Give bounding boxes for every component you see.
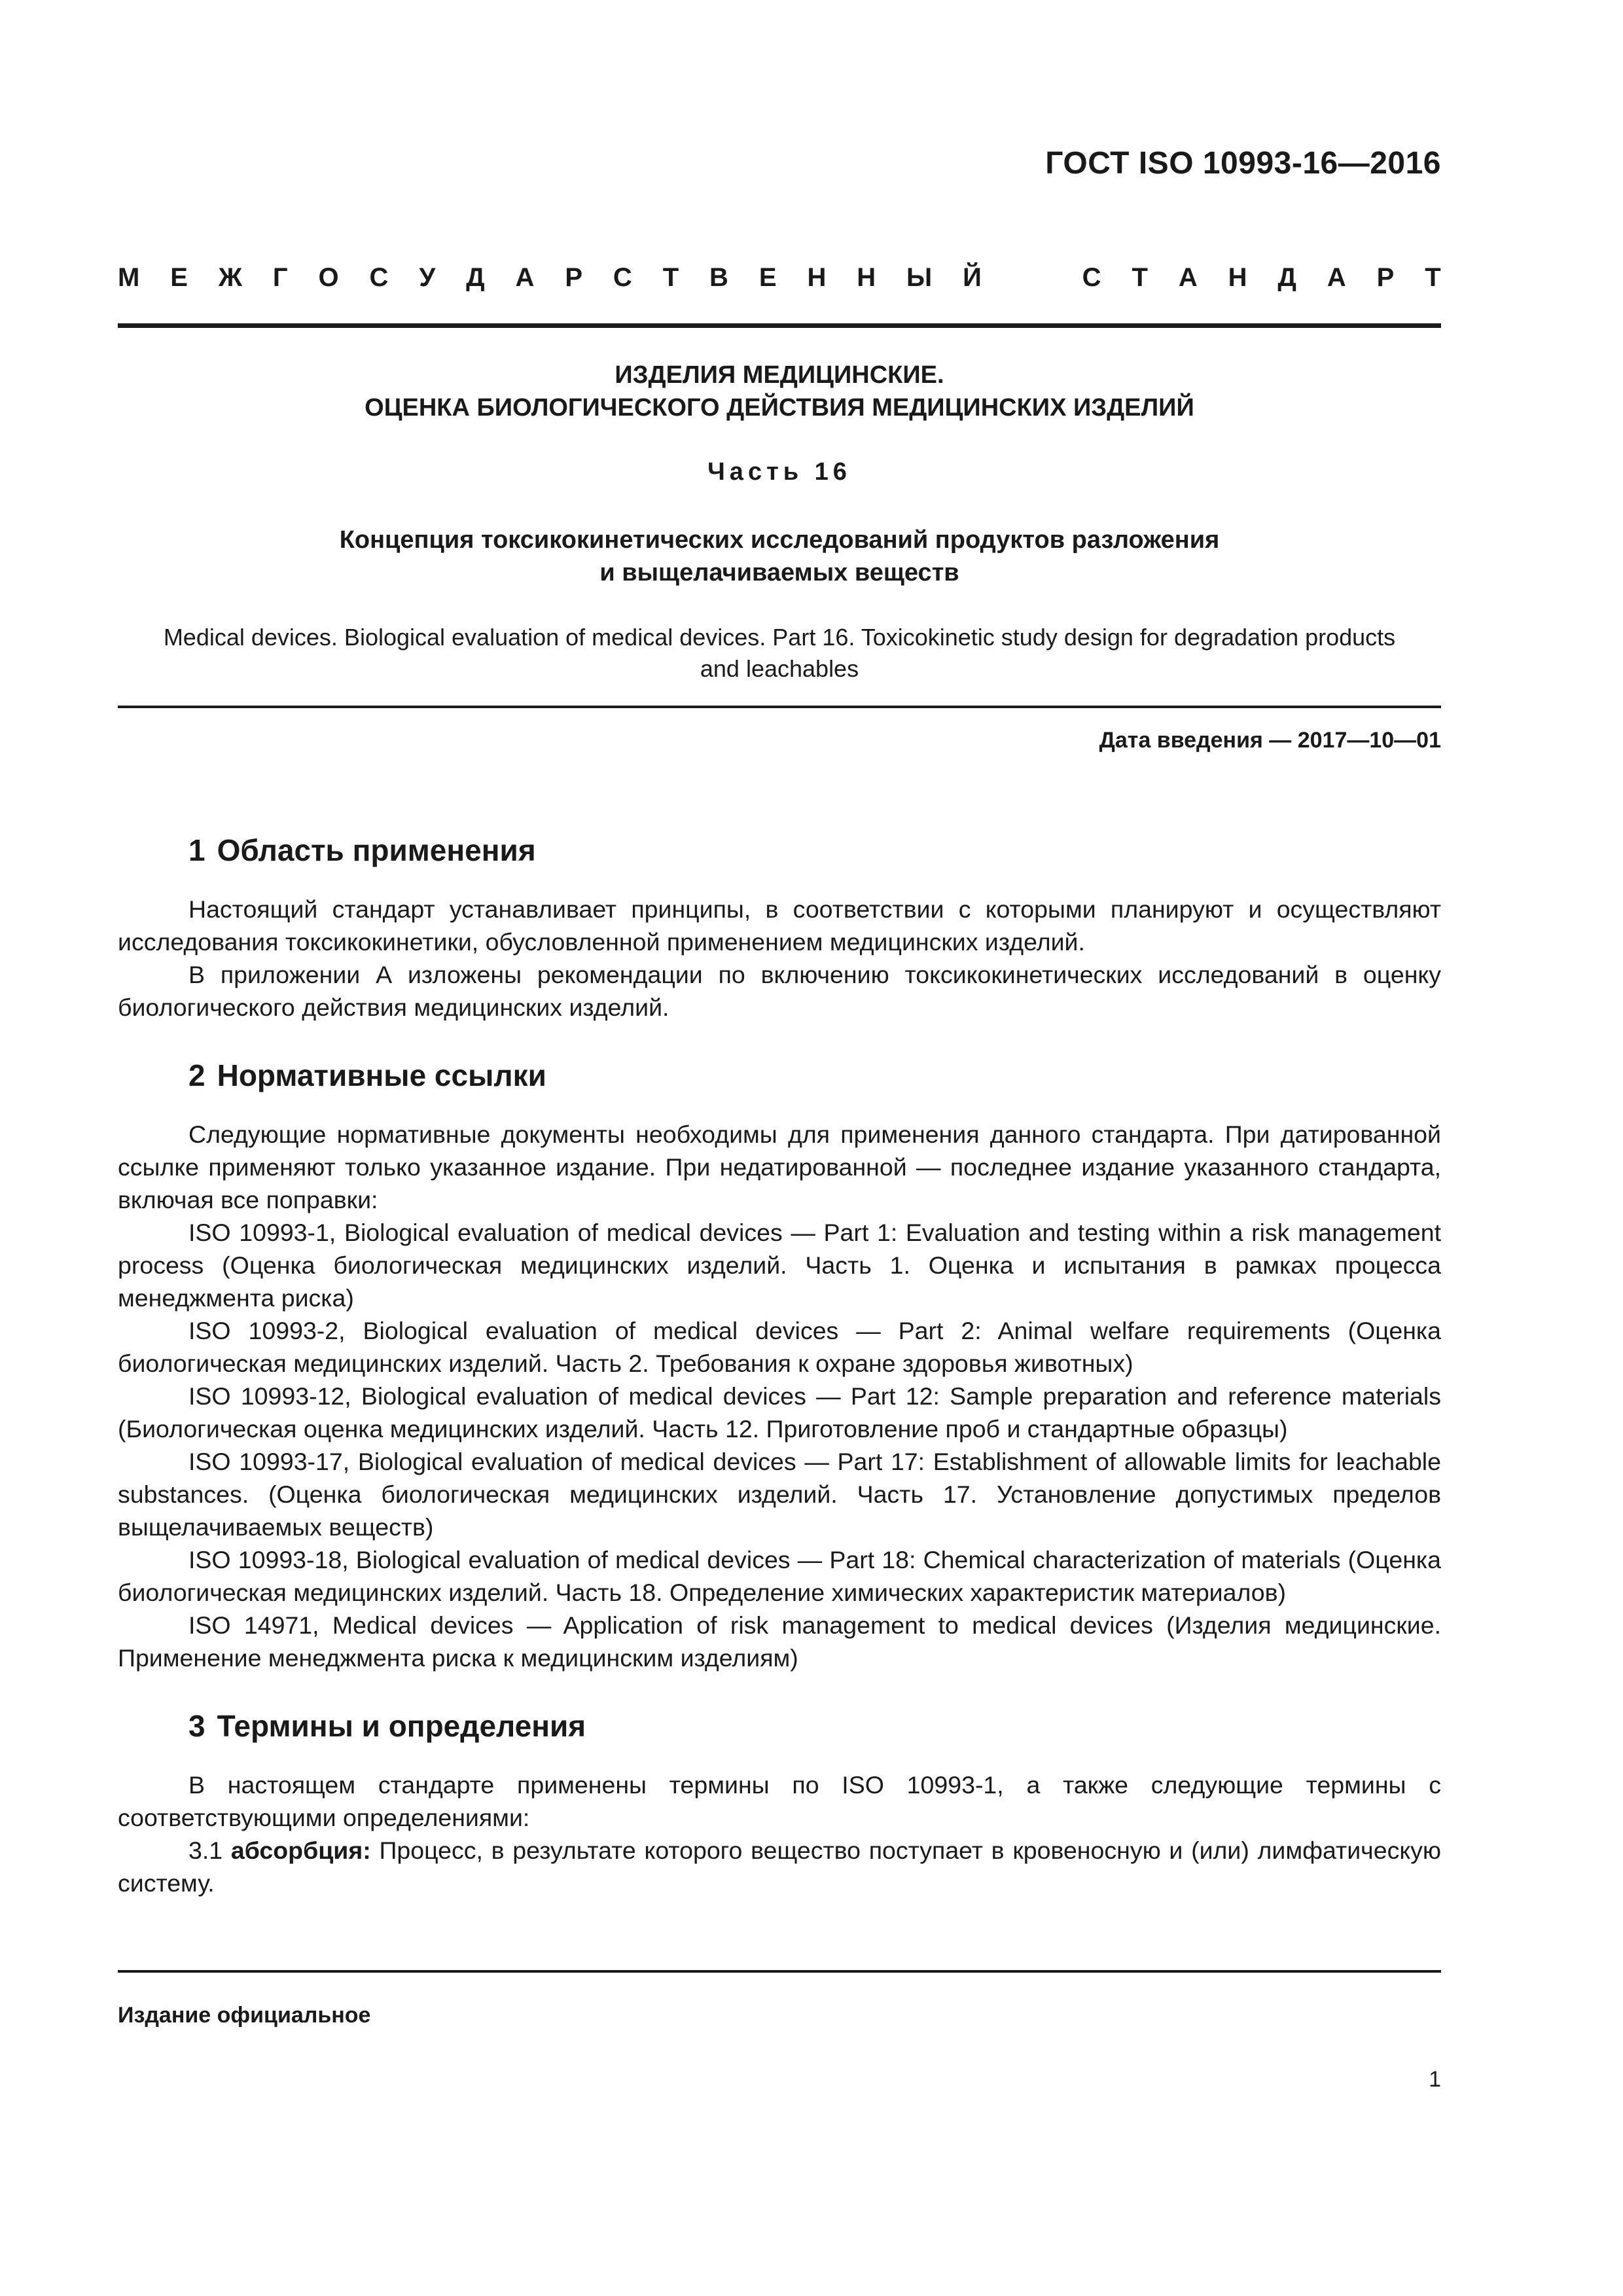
title-rule xyxy=(118,706,1441,708)
section-title: Нормативные ссылки xyxy=(217,1058,546,1092)
section-3-heading xyxy=(188,1707,1441,1745)
section-number: 1 xyxy=(188,833,205,867)
section-title: Область применения xyxy=(217,833,536,867)
document-body xyxy=(118,831,1441,1899)
heading-letter: Й xyxy=(963,263,982,292)
document-title xyxy=(118,359,1441,424)
heading-letter: Е xyxy=(758,263,777,292)
heading-letter: С xyxy=(613,263,632,292)
heading-letter: Р xyxy=(1376,263,1395,292)
reference-item: ISO 10993-1, Biological evaluation of medical devices — Part 1: Evaluation and testing within a risk management process (Оценка биологическая медицинских изделий. Часть 1. Оценка и испытания в рамках процесса менеджмента риска) xyxy=(118,1219,1441,1312)
heading-letter: Д xyxy=(1277,263,1296,292)
title-line: ИЗДЕЛИЯ МЕДИЦИНСКИЕ. xyxy=(615,361,944,389)
paragraph: Настоящий стандарт устанавливает принципы, в соответствии с которыми планируют и осуществляют исследования токсикокинетики, обусловленной применением медицинских изделий. xyxy=(118,895,1441,956)
document-subtitle xyxy=(118,524,1441,589)
page-number: 1 xyxy=(1429,2067,1441,2092)
heading-letter: Т xyxy=(1425,263,1441,292)
part-label: Часть 16 xyxy=(707,458,851,486)
section-title: Термины и определения xyxy=(217,1709,586,1743)
heading-letter: Е xyxy=(170,263,188,292)
term-number: 3.1 xyxy=(188,1837,223,1864)
heading-letter: Г xyxy=(272,263,288,292)
heading-letter: Н xyxy=(807,263,827,292)
footer-rule xyxy=(118,1970,1441,1973)
subtitle-line: и выщелачиваемых веществ xyxy=(599,559,959,586)
heading-letter: С xyxy=(369,263,389,292)
word-gap xyxy=(1012,263,1052,293)
heading-letter: Т xyxy=(1132,263,1148,292)
heading-letter: Р xyxy=(565,263,582,292)
paragraph: В приложении А изложены рекомендации по включению токсикокинетических исследований в оценку биологического действия медицинских изделий. xyxy=(118,961,1441,1021)
heading-letter: А xyxy=(1327,263,1346,292)
official-edition-label: Издание официальное xyxy=(118,2003,371,2028)
heading-letter: В xyxy=(709,263,728,292)
term: абсорбция: xyxy=(230,1837,371,1864)
heading-letter: А xyxy=(1178,263,1198,292)
heading-letter: М xyxy=(118,263,140,292)
header-rule xyxy=(118,323,1441,328)
heading-letter: У xyxy=(419,263,436,292)
title-line: ОЦЕНКА БИОЛОГИЧЕСКОГО ДЕЙСТВИЯ МЕДИЦИНСКИХ ИЗДЕЛИЙ xyxy=(365,394,1194,422)
introduction-date: Дата введения — 2017—10—01 xyxy=(1099,728,1441,753)
term-definition xyxy=(118,1834,1441,1899)
interstate-standard-heading xyxy=(118,263,1441,293)
subtitle-line: Концепция токсикокинетических исследований продуктов разложения xyxy=(339,526,1220,554)
section-2-heading xyxy=(188,1056,1441,1094)
english-title-line: and leachables xyxy=(700,655,859,682)
section-number: 3 xyxy=(188,1709,205,1743)
document-page xyxy=(118,0,1441,2296)
reference-item: ISO 10993-2, Biological evaluation of medical devices — Part 2: Animal welfare requirements (Оценка биологическая медицинских изделий. Часть 2. Требования к охране здоровья животных) xyxy=(118,1317,1441,1377)
heading-letter: С xyxy=(1082,263,1101,292)
heading-letter: Ы xyxy=(906,263,933,292)
heading-letter: Т xyxy=(662,263,679,292)
section-1-heading xyxy=(188,831,1441,869)
term-text: Процесс, в результате которого вещество поступает в кровеносную и (или) лимфатическую систему. xyxy=(118,1837,1442,1897)
reference-item: ISO 10993-18, Biological evaluation of medical devices — Part 18: Chemical characterization of materials (Оценка биологическая медицинских изделий. Часть 18. Определение химических характеристик материалов) xyxy=(118,1546,1441,1606)
english-title-line: Medical devices. Biological evaluation of medical devices. Part 16. Toxicokinetic study design for degradation products xyxy=(163,624,1396,651)
reference-item: ISO 14971, Medical devices — Application of risk management to medical devices (Изделия медицинские. Применение менеджмента риска к медицинским изделиям) xyxy=(118,1611,1441,1672)
section-number: 2 xyxy=(188,1058,205,1092)
reference-item: ISO 10993-12, Biological evaluation of medical devices — Part 12: Sample preparation and reference materials (Биологическая оценка медицинских изделий. Часть 12. Приготовление проб и стандартные образцы) xyxy=(118,1382,1441,1443)
english-title xyxy=(118,622,1441,685)
paragraph: В настоящем стандарте применены термины по ISO 10993-1, а также следующие термины с соответствующими определениями: xyxy=(118,1771,1441,1831)
heading-letter: О xyxy=(318,263,339,292)
reference-item: ISO 10993-17, Biological evaluation of medical devices — Part 17: Establishment of allowable limits for leachable substances. (Оценка биологическая медицинских изделий. Часть 17. Установление допустимых пределов выщелачиваемых веществ) xyxy=(118,1448,1441,1541)
heading-letter: А xyxy=(515,263,535,292)
paragraph: Следующие нормативные документы необходимы для применения данного стандарта. При датированной ссылке применяют только указанное издание. При недатированной — последнее издание указанного стандарта, включая все поправки: xyxy=(118,1121,1441,1213)
heading-letter: Н xyxy=(1228,263,1247,292)
heading-letter: Ж xyxy=(218,263,242,292)
heading-letter: Н xyxy=(857,263,876,292)
document-number: ГОСТ ISO 10993-16—2016 xyxy=(1045,146,1441,181)
heading-letter: Д xyxy=(466,263,485,292)
